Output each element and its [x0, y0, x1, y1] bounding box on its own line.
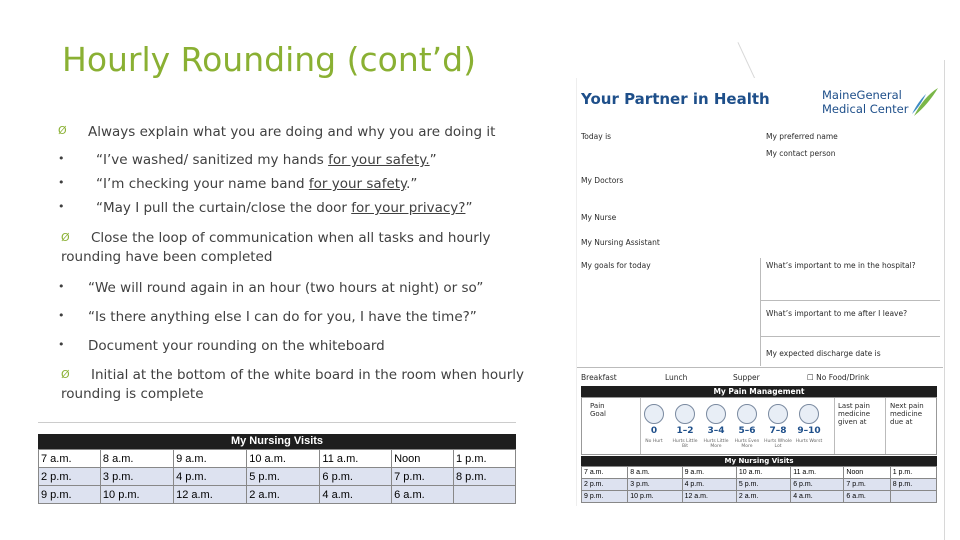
- pain-scale-caption: Hurts Even More: [734, 439, 760, 449]
- table-cell: Noon: [392, 450, 454, 468]
- pain-scale-value: 9–10: [797, 426, 821, 436]
- table-cell: 9 p.m.: [39, 486, 101, 504]
- nurse-label: My Nurse: [581, 213, 617, 222]
- arrow-bullet-icon: Ø: [58, 124, 67, 137]
- hospital-logo: [822, 84, 942, 124]
- table-cell: 3 p.m.: [100, 468, 173, 486]
- table-row: [39, 468, 516, 486]
- table-cell: 8 a.m.: [100, 450, 173, 468]
- table-cell: 8 p.m.: [890, 479, 936, 491]
- table-cell: 8 a.m.: [628, 467, 682, 479]
- important-leave-label: What’s important to me after I leave?: [766, 309, 908, 318]
- breakfast-label: Breakfast: [581, 373, 617, 382]
- bullet-emphasis: for your safety.: [328, 152, 430, 168]
- bullet-item: [61, 229, 541, 267]
- bullet-text-end: ”: [429, 152, 437, 168]
- lunch-label: Lunch: [665, 373, 688, 382]
- decorative-line: [944, 60, 945, 540]
- leaf-logo-icon: [910, 86, 940, 118]
- pain-scale-caption: Hurts Little Bit: [672, 439, 698, 449]
- table-row: [39, 486, 516, 504]
- nursing-visits-header: My Nursing Visits: [38, 434, 516, 449]
- no-food-label: ☐ No Food/Drink: [807, 373, 870, 382]
- pain-face-9-10-icon: [799, 404, 819, 424]
- table-cell: 2 a.m.: [736, 491, 790, 503]
- table-cell: 4 p.m.: [682, 479, 736, 491]
- dot-bullet-icon: •: [58, 152, 65, 165]
- form-heading: Your Partner in Health: [581, 90, 770, 108]
- dot-bullet-icon: •: [58, 200, 65, 213]
- bullet-text: “I’m checking your name band: [96, 176, 309, 192]
- discharge-date-label: My expected discharge date is: [766, 349, 881, 358]
- table-cell: 7 p.m.: [392, 468, 454, 486]
- table-cell: 7 a.m.: [582, 467, 628, 479]
- dot-bullet-icon: •: [58, 338, 65, 351]
- doctors-label: My Doctors: [581, 176, 624, 185]
- bullet-text: “We will round again in an hour (two hours at night) or so”: [88, 280, 484, 296]
- nursing-visits-table: [38, 449, 516, 504]
- pain-scale-caption: Hurts Whole Lot: [764, 439, 792, 449]
- divider: [760, 258, 761, 366]
- table-cell: 9 p.m.: [582, 491, 628, 503]
- important-hospital-label: What’s important to me in the hospital?: [766, 261, 916, 270]
- pain-scale-caption: No Hurt: [645, 439, 663, 444]
- table-cell: [454, 486, 516, 504]
- goals-label: My goals for today: [581, 261, 651, 270]
- table-cell: 2 a.m.: [247, 486, 320, 504]
- bullet-item: [61, 366, 541, 404]
- divider: [760, 300, 940, 301]
- table-cell: 6 p.m.: [791, 479, 844, 491]
- pain-management-header: My Pain Management: [581, 386, 937, 397]
- table-row: [39, 450, 516, 468]
- table-cell: 10 p.m.: [100, 486, 173, 504]
- bullet-text: Always explain what you are doing and why you are doing it: [88, 124, 496, 140]
- contact-person-label: My contact person: [766, 149, 836, 158]
- dot-bullet-icon: •: [58, 280, 65, 293]
- table-cell: 4 a.m.: [791, 491, 844, 503]
- pain-face-7-8-icon: [768, 404, 788, 424]
- divider: [577, 367, 943, 368]
- logo-text: MaineGeneral: [822, 88, 902, 102]
- table-cell: 5 p.m.: [247, 468, 320, 486]
- bullet-emphasis: for your privacy?: [351, 200, 466, 216]
- table-cell: 1 p.m.: [454, 450, 516, 468]
- arrow-bullet-icon: Ø: [61, 368, 70, 381]
- bullet-text: Initial at the bottom of the white board in the room when hourly rounding is complete: [61, 367, 525, 402]
- divider: [760, 336, 940, 337]
- bullet-text-end: ”: [465, 200, 473, 216]
- pain-scale-caption: Hurts Worst: [795, 439, 823, 444]
- divider: [834, 398, 835, 454]
- table-cell: 9 a.m.: [682, 467, 736, 479]
- supper-label: Supper: [733, 373, 760, 382]
- bullet-emphasis: for your safety: [308, 176, 407, 192]
- bullet-text: Document your rounding on the whiteboard: [88, 338, 385, 354]
- pain-face-0-icon: [644, 404, 664, 424]
- nursing-assistant-label: My Nursing Assistant: [581, 238, 660, 247]
- pain-scale-value: 1–2: [676, 426, 694, 436]
- bullet-text: “Is there anything else I can do for you, I have the time?”: [88, 309, 477, 325]
- table-cell: 3 p.m.: [628, 479, 682, 491]
- table-cell: 7 a.m.: [39, 450, 101, 468]
- table-cell: 6 p.m.: [320, 468, 392, 486]
- form-visits-header: My Nursing Visits: [581, 456, 937, 466]
- arrow-bullet-icon: Ø: [61, 231, 70, 244]
- table-cell: 7 p.m.: [844, 479, 890, 491]
- preferred-name-label: My preferred name: [766, 132, 838, 141]
- pain-scale-value: 0: [650, 426, 658, 436]
- table-cell: 2 p.m.: [582, 479, 628, 491]
- table-cell: 10 a.m.: [736, 467, 790, 479]
- slide-title: Hourly Rounding (cont’d): [62, 40, 476, 79]
- table-cell: 4 p.m.: [174, 468, 247, 486]
- table-cell: 12 a.m.: [174, 486, 247, 504]
- pain-management-box: [581, 397, 937, 455]
- table-row: [582, 479, 937, 491]
- form-visits-table: [581, 466, 937, 503]
- bullet-text: “May I pull the curtain/close the door: [96, 200, 352, 216]
- table-cell: 12 a.m.: [682, 491, 736, 503]
- dot-bullet-icon: •: [58, 309, 65, 322]
- pain-goal-label: Pain Goal: [590, 402, 606, 418]
- table-cell: 11 a.m.: [320, 450, 392, 468]
- bullet-text-end: .”: [406, 176, 418, 192]
- table-cell: 4 a.m.: [320, 486, 392, 504]
- table-cell: 1 p.m.: [890, 467, 936, 479]
- pain-scale-value: 7–8: [769, 426, 787, 436]
- table-cell: 6 a.m.: [392, 486, 454, 504]
- table-row: [582, 491, 937, 503]
- table-row: [582, 467, 937, 479]
- today-label: Today is: [581, 132, 612, 141]
- table-cell: 8 p.m.: [454, 468, 516, 486]
- dot-bullet-icon: •: [58, 176, 65, 189]
- whiteboard-form-image: [576, 78, 943, 506]
- table-cell: 10 a.m.: [247, 450, 320, 468]
- table-cell: 5 p.m.: [736, 479, 790, 491]
- pain-scale-value: 5–6: [738, 426, 756, 436]
- divider: [885, 398, 886, 454]
- logo-text: Medical Center: [822, 102, 909, 116]
- pain-scale-caption: Hurts Little More: [703, 439, 729, 449]
- bullet-text: Close the loop of communication when all tasks and hourly rounding have been completed: [61, 230, 491, 265]
- bullet-text: “I’ve washed/ sanitized my hands: [96, 152, 329, 168]
- last-medicine-label: Last pain medicine given at: [838, 402, 871, 426]
- table-cell: 10 p.m.: [628, 491, 682, 503]
- table-cell: 2 p.m.: [39, 468, 101, 486]
- table-cell: 6 a.m.: [844, 491, 890, 503]
- pain-scale-value: 3–4: [707, 426, 725, 436]
- table-cell: 9 a.m.: [174, 450, 247, 468]
- pain-face-5-6-icon: [737, 404, 757, 424]
- table-cell: [890, 491, 936, 503]
- pain-face-1-2-icon: [675, 404, 695, 424]
- next-medicine-label: Next pain medicine due at: [890, 402, 924, 426]
- table-cell: 11 a.m.: [791, 467, 844, 479]
- pain-face-3-4-icon: [706, 404, 726, 424]
- table-cell: Noon: [844, 467, 890, 479]
